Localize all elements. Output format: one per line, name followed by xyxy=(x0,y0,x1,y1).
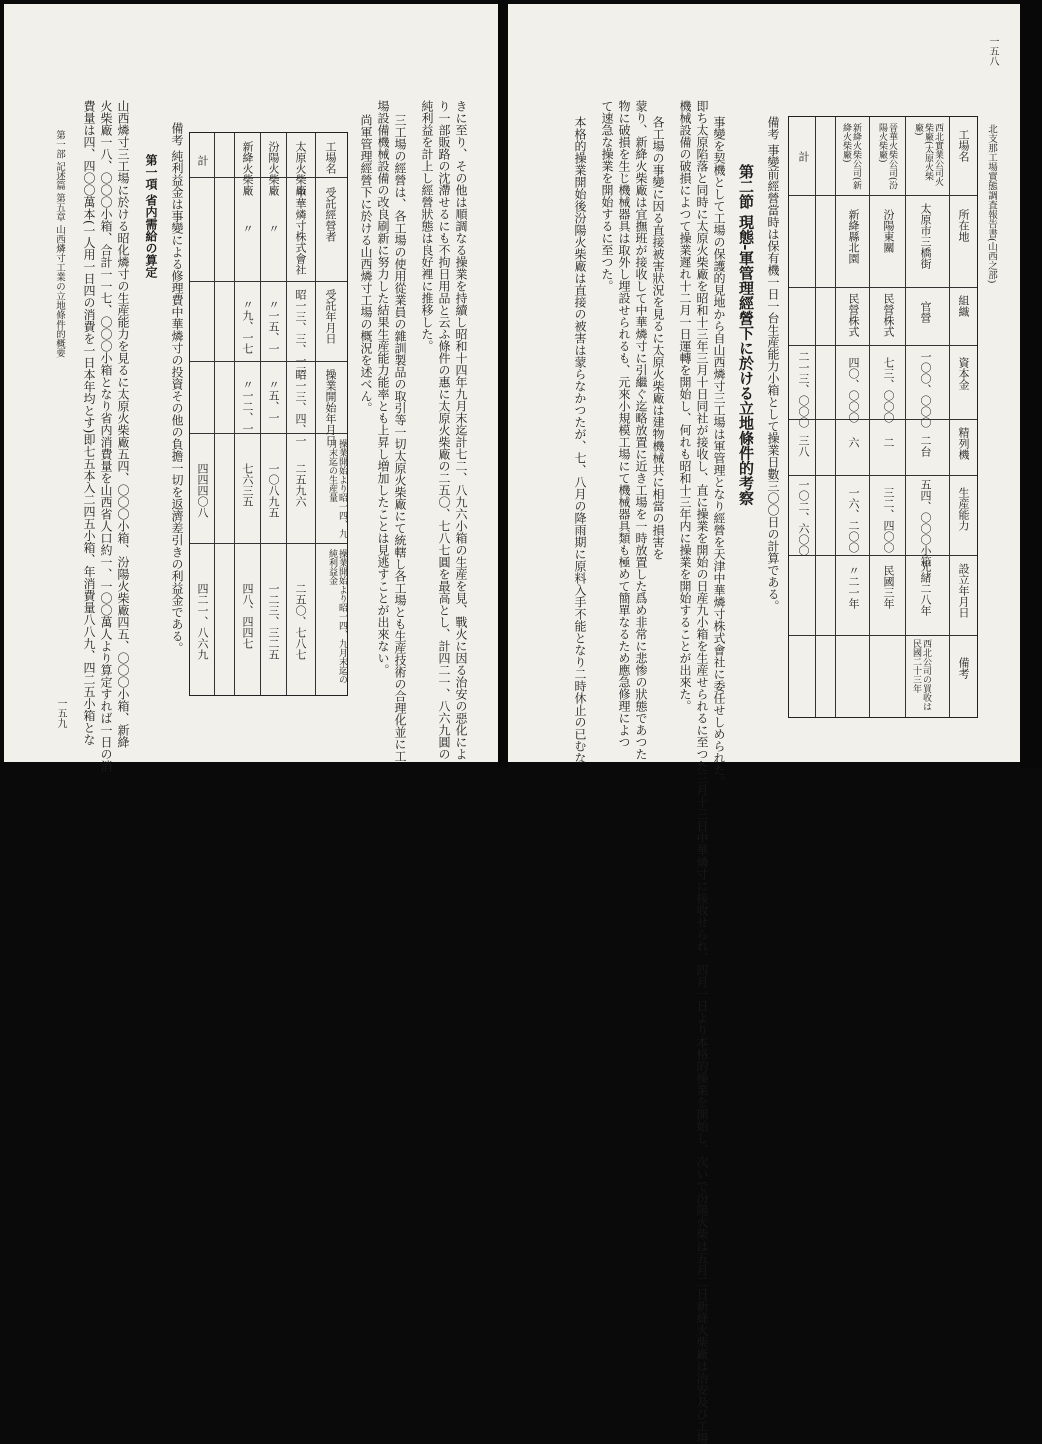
col-header-start-date: 操業開始年月日 xyxy=(324,369,337,446)
table-cell: 五四、〇〇〇小箱 xyxy=(919,479,932,567)
table-cell: 〃一二、一 xyxy=(241,379,254,434)
table-cell: 三二、四〇〇 xyxy=(882,487,895,553)
table-cell: 七六三五 xyxy=(241,463,254,507)
col-header-org: 組織 xyxy=(957,295,970,317)
continuation-line-6: 尚軍管理經營下に於ける山西燐寸工場の概況を述べん。 xyxy=(359,114,373,414)
table-total-capital: 二一三、〇〇〇 xyxy=(797,351,810,428)
paragraph-line: 蒙り、新絳火柴廠は宜撫班が接收して中華燐寸に引繼ぐ迄略放置に近き工場を一時放置した爲め非常に悲惨の狀態であつた xyxy=(634,100,648,760)
col-header-operator: 受託經營者 xyxy=(324,187,337,242)
table-cell: 二五九六 xyxy=(294,463,307,507)
table-cell: 民國三年 xyxy=(882,565,895,609)
book-gutter xyxy=(498,0,508,768)
col-header-location: 所在地 xyxy=(957,209,970,242)
table-row: 汾陽火柴廠 xyxy=(267,141,280,196)
paragraph-line: 費量は四、四〇〇萬本(一人用一日四の消費を一日本年均とす)即七五本入二四五小箱、年消費量八八九、四二五小箱とな xyxy=(82,100,96,746)
table-total-production: 四四四〇八 xyxy=(196,463,209,518)
subsection-heading: 第一項 省内需給の算定 xyxy=(144,154,158,279)
col-header-remark: 備考 xyxy=(957,657,970,679)
col-header-production: 操業開始より昭一四、九月末迄の生産量 xyxy=(327,439,347,538)
page-footer: 第一部 記述篇 第五章 山西燐寸工業の立地條件的概要 xyxy=(54,130,65,358)
table-cell: 七三、〇〇〇 xyxy=(882,357,895,423)
table-cell: 昭一三、三、一三 xyxy=(294,289,307,377)
table-row: 晉華火柴公司(汾陽火柴廠) xyxy=(877,123,897,190)
table-cell: 〃一五、一 xyxy=(267,299,280,354)
table-cell: 二五〇、七八七 xyxy=(294,583,307,660)
table-row: 新絳火柴公司(新絳火柴廠) xyxy=(841,123,861,190)
paragraph-line: 物に破損を生じ機械器具は取外し埋設せられるも、元來小規模工場にて機械器具類も極めて簡單なるため應急修理によつ xyxy=(617,100,631,748)
col-header-capital: 資本金 xyxy=(957,357,970,390)
col-header-name: 工場名 xyxy=(957,129,970,162)
table-row: 新絳火柴廠 xyxy=(241,141,254,196)
table-cell: 昭一三、四、一 xyxy=(294,369,307,446)
table-total-label: 計 xyxy=(797,151,810,162)
table-cell: 〃九、一七 xyxy=(241,299,254,354)
paragraph-line: 各工場の事變に因る直接被害狀況を見るに太原火柴廠は建物機械共に相當の損害を xyxy=(651,116,665,560)
continuation-line-2: り一部販路の沈滯せるにも不拘日用品と云ふ條件の惠に太原火柴廠の二五〇、七八七圓を最高とし、計四二一、八六九圓の xyxy=(437,100,451,760)
continuation-line-5: 場設備機械設備の改良刷新に努力した結果生産能力能率とも上昇し増加したことは見逃すことが出來ない。 xyxy=(376,100,390,676)
page-number: 一五九 xyxy=(55,698,66,728)
table-cell: 〃五、一 xyxy=(267,379,280,423)
paragraph-line: 事變を契機として工場の保護的見地から自山西燐寸三工場は軍管理となり經營を天津中華燐寸株式會社に委任せしめられた。 xyxy=(712,116,726,788)
table-cell: 〃二一年 xyxy=(847,565,860,609)
paragraph-line: 火柴廠一八、〇〇〇小箱、合計一一七、〇〇〇小箱となり省内消費量を山西省人口約一、一〇〇萬人より算定すれば一日の消 xyxy=(99,100,113,772)
table-cell: 二台 xyxy=(919,435,932,457)
table-cell: 光緒二八年 xyxy=(919,561,932,616)
continuation-line-4: 三工場の經營は、各工場の使用從業員の雜訓製品の取引等一切太原火柴廠にて統轄し各工場とも生産技術の合理化並に工 xyxy=(393,114,407,762)
table-cell: 民營株式 xyxy=(847,293,860,337)
table-cell: 〃 xyxy=(241,223,254,234)
page-number: 一五八 xyxy=(987,36,998,66)
table-cell: 〃 xyxy=(267,223,280,234)
table-row: 西北實業公司火柴廠(太原火柴廠) xyxy=(913,123,943,186)
left-table-note: 備考 純利益金は事變による修理費中華燐寸の投資その他の負擔一切を返濟差引きの利益金である。 xyxy=(170,122,184,654)
table-cell: 西北公司の買收は民國二十三年 xyxy=(911,639,931,711)
table-cell: 汾陽東關 xyxy=(882,209,895,253)
col-header-capacity: 生産能力 xyxy=(957,487,970,531)
table-row: 太原火柴廠 xyxy=(294,141,307,196)
paragraph-line: て速急な操業を開始するに至つた。 xyxy=(600,100,614,292)
table-cell: 一〇〇、〇〇〇 xyxy=(919,351,932,428)
left-page xyxy=(4,4,498,772)
table-cell: 一〇八九五 xyxy=(267,463,280,518)
continuation-line-3: 純利益を計上し經營狀態は良好裡に推移した。 xyxy=(420,100,434,352)
section-heading: 第二節 現態-軍管理經營下に於ける立地條件的考察 xyxy=(737,164,755,506)
table-total-profit: 四二一、八六九 xyxy=(196,583,209,660)
table-cell: 四八、四四七 xyxy=(241,583,254,649)
table-cell: 二 xyxy=(882,437,895,448)
paragraph-line: 即ち太原陷落と同時に太原火柴廠を昭和十三年三月十日同社が接收し、直に操業を開始の日産九小箱を生産せられるに至つた三月十三日中華燐寸に接收せられ、四月一日より本格的操業を開始し、次いで汾陽火柴は五月二日新絳火柴廠は治安及び工場 xyxy=(695,100,709,1444)
right-table xyxy=(788,116,978,718)
right-table-note: 備考 事變前經營當時は保有機一日一台生産能力小箱として操業日數三〇〇日の計算である。 xyxy=(766,116,780,612)
table-total-label: 計 xyxy=(196,155,209,166)
paragraph-line: 本格的操業開始後汾陽火柴廠は直接の被害は蒙らなかつたが、七、八月の降雨期に原料入手不能となり二時休止の已むな xyxy=(573,116,587,764)
table-cell: 六 xyxy=(847,437,860,448)
table-cell: 一六、二〇〇 xyxy=(847,487,860,553)
right-page xyxy=(508,4,1020,1444)
running-header: 北支那工場實態調査報告書(山西之部) xyxy=(986,124,997,284)
col-header-profit: 操業開始より昭一四、九月末迄の純利益金 xyxy=(327,549,347,684)
paragraph-line: 機械設備の破損によつて操業遲れ十二月一日運轉を開始し、何れも昭和十三年内に操業を開始することが出來た。 xyxy=(678,100,692,712)
left-table xyxy=(189,132,348,696)
col-header-contract-date: 受託年月日 xyxy=(324,289,337,344)
table-cell: 一二三、三二五 xyxy=(267,583,280,660)
table-cell: 四〇、〇〇〇 xyxy=(847,357,860,423)
table-cell: 中華燐寸株式會社 xyxy=(294,187,307,275)
right-edge xyxy=(1020,0,1042,768)
table-cell: 新絳縣北園 xyxy=(847,209,860,264)
col-header-machine: 精列機 xyxy=(957,427,970,460)
table-cell: 官營 xyxy=(919,301,932,323)
table-total-capacity: 一〇二、六〇〇 xyxy=(797,479,810,556)
table-cell: 民營株式 xyxy=(882,293,895,337)
col-header-date: 設立年月日 xyxy=(957,563,970,618)
col-header-name: 工場名 xyxy=(324,141,337,174)
continuation-line-1: きに至り、その他は順調なる操業を持續し昭和十四年九月末迄計七二、八九六小箱の生産を見、戰火に因る治安の惡化によ xyxy=(454,100,468,760)
paragraph-line: 山西燐寸三工場に於ける昭化燐寸の生産能力を見るに太原火柴廠五四、〇〇〇小箱、汾陽火柴廠四五、〇〇〇小箱、新絳 xyxy=(116,100,130,748)
table-total-machine: 三八 xyxy=(797,435,810,457)
table-cell: 太原市三橋街 xyxy=(919,203,932,269)
